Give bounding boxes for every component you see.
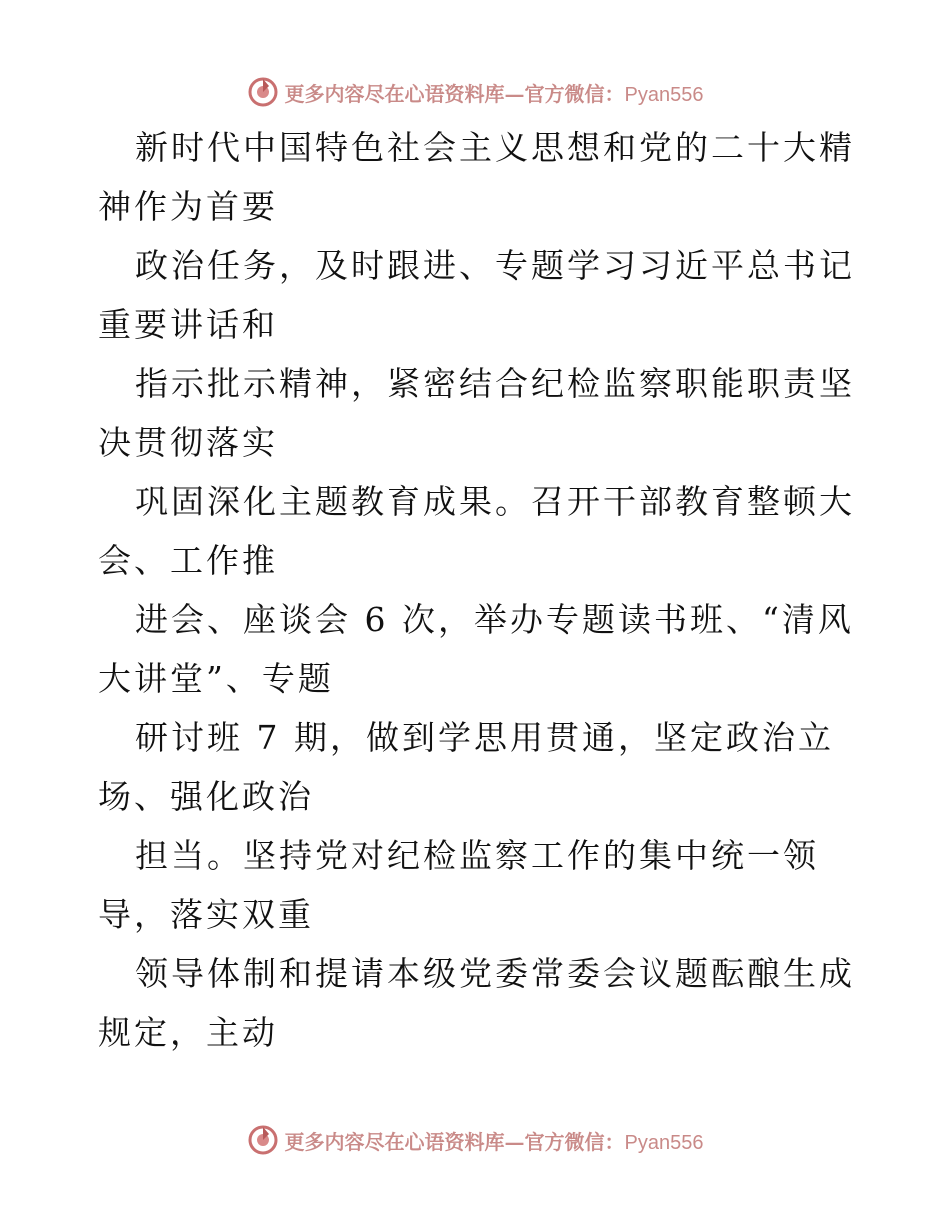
watermark-label: 官方微信：	[524, 81, 625, 106]
paragraph: 新时代中国特色社会主义思想和党的二十大精神作为首要	[98, 128, 855, 226]
watermark-handle: Pyan556	[624, 1131, 704, 1154]
footer-watermark	[0, 1120, 950, 1160]
paragraph: 政治任务，及时跟进、专题学习习近平总书记重要讲话和	[98, 246, 855, 344]
watermark-label: 官方微信：	[524, 1129, 625, 1154]
paragraph: 研讨班 7 期，做到学思用贯通，坚定政治立场、强化政治	[98, 718, 834, 816]
document-body	[98, 118, 858, 1062]
paragraph: 巩固深化主题教育成果。召开干部教育整顿大会、工作推	[98, 482, 855, 580]
paragraph: 担当。坚持党对纪检监察工作的集中统一领导，落实双重	[98, 836, 819, 934]
brand-logo-icon	[247, 1124, 279, 1156]
watermark-prefix: 更多内容尽在心语资料库	[284, 81, 505, 106]
brand-logo-icon	[247, 76, 279, 108]
watermark-separator: —	[504, 81, 525, 106]
watermark-text	[285, 78, 704, 107]
paragraph: 指示批示精神，紧密结合纪检监察职能职责坚决贯彻落实	[98, 364, 855, 462]
watermark-handle: Pyan556	[624, 83, 704, 106]
watermark-separator: —	[504, 1129, 525, 1154]
paragraph: 领导体制和提请本级党委常委会议题酝酿生成规定，主动	[98, 954, 855, 1052]
watermark-text	[285, 1126, 704, 1155]
header-watermark	[0, 72, 950, 112]
watermark-prefix: 更多内容尽在心语资料库	[284, 1129, 505, 1154]
paragraph: 进会、座谈会 6 次，举办专题读书班、“清风大讲堂”、专题	[98, 600, 854, 698]
